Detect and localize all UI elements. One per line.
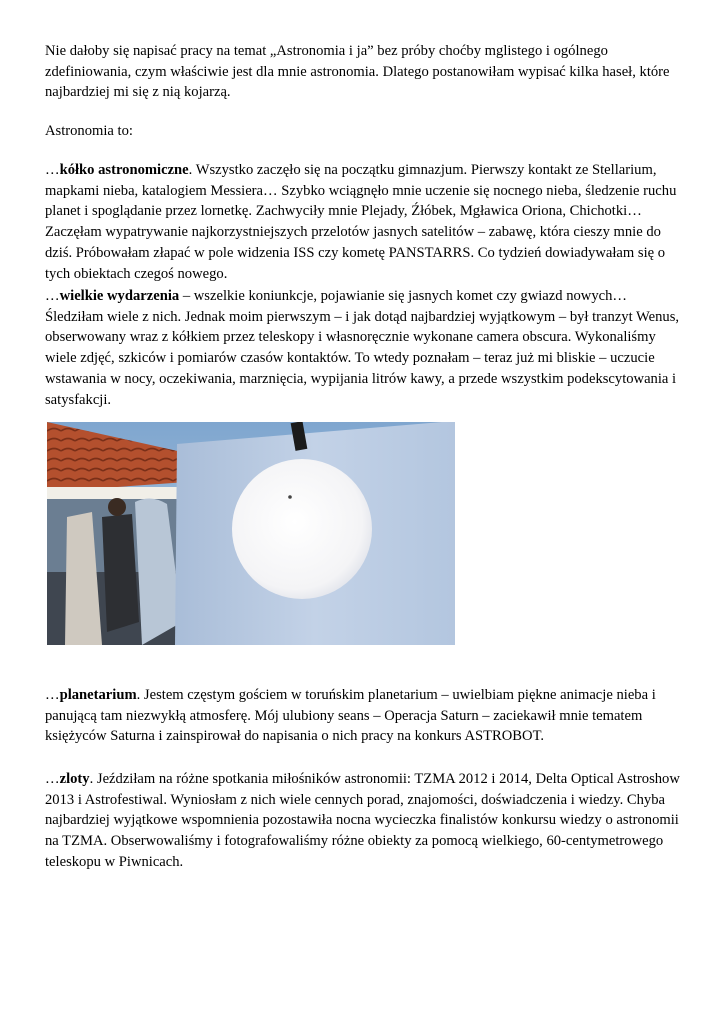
section-planetarium-paragraph xyxy=(45,685,685,747)
intro-paragraph: Nie dałoby się napisać pracy na temat „Astronomia i ja” bez próby choćby mglistego i ogólnego zdefiniowania, czym właściwie jest dla mnie astronomia. Dlatego postanowiłam wypisać kilka haseł, które najbardziej mi się z nią kojarzą. xyxy=(45,43,670,101)
section-prefix: … xyxy=(45,162,60,178)
section-term: planetarium xyxy=(59,687,137,703)
section-term: wielkie wydarzenia xyxy=(59,288,180,304)
venus-transit-photo xyxy=(47,422,455,645)
section-text: . Jeździłam na różne spotkania miłośników astronomii: TZMA 2012 i 2014, Delta Optical Astroshow 2013 i Astrofestiwal. Wyniosłam z nich wiele cennych porad, znajomości, doświadczenia i wiedzy. Chyba najbardziej wyjątkowe wspomnienia pozostawiła nocna wycieczka finalistów konkursu wiedzy o astronomii na TZMA. Obserwowaliśmy i fotografowaliśmy różne obiekty za pomocą wielkiego, 60-centymetrowego teleskopu w Piwnicach. xyxy=(45,771,680,870)
section-wielkie-paragraph xyxy=(45,286,685,410)
section-zloty-paragraph xyxy=(45,769,685,873)
section-kolko-paragraph xyxy=(45,160,685,284)
section-prefix: … xyxy=(45,687,60,703)
section-prefix: … xyxy=(45,288,60,304)
section-text: . Wszystko zaczęło się na początku gimnazjum. Pierwszy kontakt ze Stellarium, mapkami nieba, katalogiem Messiera… Szybko wciągnęło mnie uczenie się nocnego nieba, śledzenie ruchu planet i spoglądanie przez lornetkę. Zachwyciły mnie Plejady, Źłóbek, Mgławica Oriona, Chichotki… Zaczęłam wypatrywanie najkorzystniejszych przelotów jasnych satelitów – zabawę, która cieszy mnie do dziś. Próbowałam złapać w pole widzenia ISS czy kometę PANSTARRS. Co tydzień dowiadywałam się o tych obiektach czegoś nowego. xyxy=(45,162,677,282)
list-heading: Astronomia to: xyxy=(45,123,133,139)
section-prefix: … xyxy=(45,771,60,787)
section-text: . Jestem częstym gościem w toruńskim planetarium – uwielbiam piękne animacje nieba i panującą tam niezwykłą atmosferę. Mój ulubiony seans – Operacja Saturn – zaciekawił mnie tematem księżyców Saturna i zainspirował do napisania o nich pracy na konkurs ASTROBOT. xyxy=(45,687,656,745)
section-term: kółko astronomiczne xyxy=(59,162,189,178)
section-text: – wszelkie koniunkcje, pojawianie się jasnych komet czy gwiazd nowych… Śledziłam wiele z nich. Jednak moim pierwszym – i jak dotąd najbardziej wyjątkowym – był tranzyt Wenus, obserwowany wraz z kółkiem przez teleskopy i własnoręcznie wykonane camera obscura. Wykonaliśmy wiele zdjęć, szkiców i pomiarów czasów kontaktów. To wtedy poznałam – teraz już mi bliskie – uczucie wstawania w nocy, oczekiwania, marznięcia, wypijania litrów kawy, a przede wszystkim podekscytowania i satysfakcji. xyxy=(45,288,680,408)
section-term: zloty xyxy=(59,771,90,787)
